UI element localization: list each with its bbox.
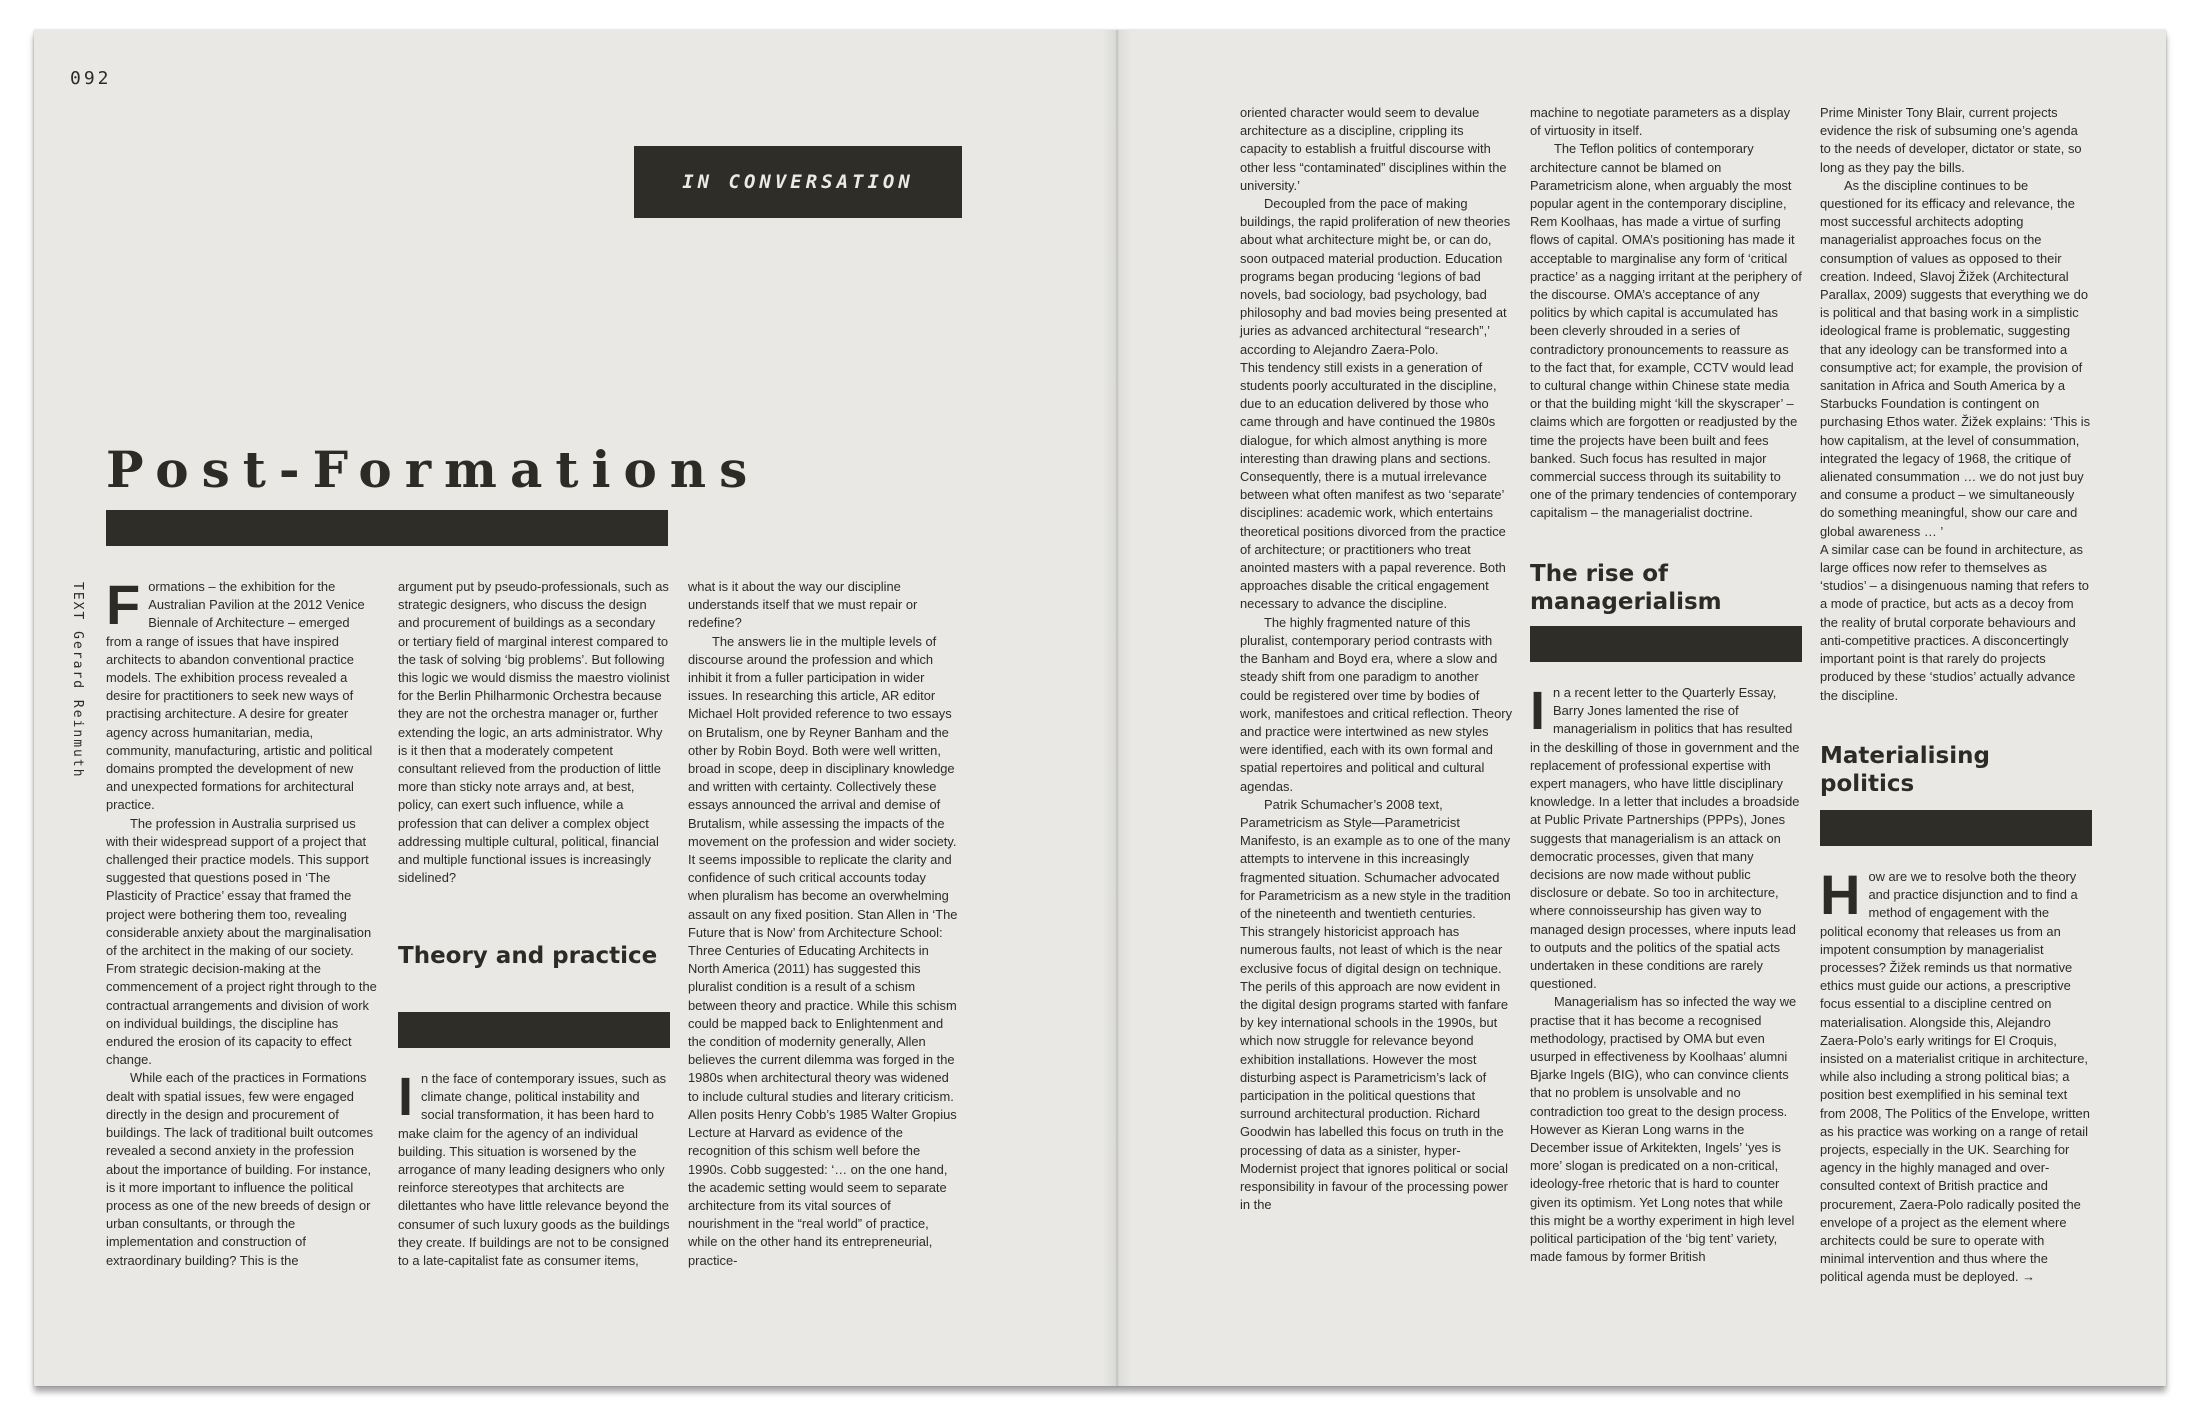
subheading-bar	[398, 1012, 670, 1048]
paragraph: The answers lie in the multiple levels of discourse around the profession and which inhibit it from a fuller participation in wider issues. In researching this article, AR editor Michael Holt provided reference to two essays on Brutalism, one by Reyner Banham and the other by Robin Boyd. Both were well written, broad in scope, deep in disciplinary knowledge and written with certainty. Collectively these essays announced the arrival and demise of Brutalism, while assessing the impacts of the movement on the profession and wider society. It seems impossible to replicate the clarity and confidence of such critical accounts today when pluralism has become an overwhelming assault on any fixed position. Stan Allen in ‘The Future that is Now’ from Architecture School: Three Centuries of Educating Architects in North America (2011) has suggested this pluralist condition is a result of a schism between theory and practice. While this schism could be mapped back to Enlightenment and the condition of modernity generally, Allen believes the current dilemma was forged in the 1980s when architectural theory was widened to include cultural studies and literary criticism. Allen posits Henry Cobb’s 1985 Walter Gropius Lecture at Harvard as evidence of the recognition of this schism well before the 1990s. Cobb suggested: ‘… on the one hand, the academic setting would seem to separate architecture from its vital sources of nourishment in the “real world” of practice, while on the other hand its entrepreneurial, practice-	[688, 633, 958, 1268]
drop-cap: F	[106, 573, 141, 636]
paragraph: Prime Minister Tony Blair, current projects evidence the risk of subsuming one’s agenda to the needs of developer, dictator or state, so long as they pay the bills.	[1820, 105, 2082, 175]
paragraph: what is it about the way our discipline understands itself that we must repair or redefine?	[688, 579, 918, 631]
paragraph: machine to negotiate parameters as a display of virtuosity in itself.	[1530, 105, 1791, 139]
text-column-5b	[1530, 681, 1802, 1267]
title-rule-bar	[106, 510, 668, 546]
paragraph: Decoupled from the pace of making buildings, the rapid proliferation of new theories about what architecture might be, or can do, soon outpaced material production. Education programs began producing ‘legions of bad novels, bad sociology, bad psychology, bad philosophy and bad movies being presented at juries as advanced architectural “research”,’ according to Alejandro Zaera-Polo.	[1240, 196, 1511, 357]
paragraph: n a recent letter to the Quarterly Essay, Barry Jones lamented the rise of managerialism in politics that has resulted in the deskilling of those in government and the replacement of professional expertise with expert managers, who have little disciplinary knowledge. In a letter that includes a broadside at Public Private Partnerships (PPPs), Jones suggests that managerialism is an attack on democratic processes, given that many decisions are now made without public disclosure or debate. So too in architecture, where connoisseurship has given way to managed design processes, where inputs lead to outputs and the politics of the spatial acts undertaken in these conditions are rarely questioned.	[1530, 685, 1800, 992]
paragraph: This tendency still exists in a generation of students poorly acculturated in the discipline, due to an education delivered by those who came through and have continued the 1980s dialogue, for which almost anything is more interesting than drawing plans and sections. Consequently, there is a mutual irrelevance between what often manifest as two ‘separate’ disciplines: academic work, which entertains theoretical positions divorced from the practice of architecture; or practitioners who treat anointed masters with a papal reverence. Both approaches disable the critical engagement necessary to advance the discipline.	[1240, 359, 1506, 612]
author-credit: TEXT Gerard Reinmuth	[70, 582, 85, 779]
paragraph: The profession in Australia surprised us with their widespread support of a project that challenged their practice models. This support suggested that questions posed in ‘The Plasticity of Practice’ essay that framed the project were bothering them too, revealing considerable anxiety about the marginalisation of the architect in the making of our society. From strategic decision-making at the commencement of a project right through to the contractual arrangements and division of work on individual buildings, the discipline has endured the erosion of its capacity to effect change.	[106, 815, 377, 1068]
paragraph: Patrik Schumacher’s 2008 text, Parametricism as Style—Parametricist Manifesto, is an example as to one of the many attempts to intervene in this increasingly fragmented situation. Schumacher advocated for Parametricism as a new style in the tradition of the nineteenth and twentieth centuries.	[1240, 796, 1511, 921]
paragraph: Managerialism has so infected the way we practise that it has become a recognised methodology, practised by OMA but even usurped in effectiveness by Koolhaas’ alumni Bjarke Ingels (BIG), who can convince clients that no problem is unsolvable and no contradiction too great to the design process. However as Kieran Long warns in the December issue of Arkitekten, Ingels’ ‘yes is more’ slogan is predicated on a non-critical, ideology-free rhetoric that is hard to counter given its optimism. Yet Long notes that while this might be a worthy experiment in high level political participation of the ‘big tent’ variety, made famous by former British	[1530, 994, 1797, 1265]
paragraph: As the discipline continues to be questioned for its efficacy and relevance, the most successful architects adopting managerialist approaches focus on the consumption of values as opposed to their creation. Indeed, Slavoj Žižek (Architectural Parallax, 2009) suggests that everything we do is political and that basing work in a simplistic ideological frame is problematic, suggesting that any ideology can be transformed into a consumptive act; for example, the provision of sanitation in Africa and South America by a Starbucks Foundation is contingent on purchasing Ethos water. Žižek explains: ‘This is how capitalism, at the level of consummation, integrated the legacy of 1968, the critique of alienated consummation … we do not just buy and consume a product – we simultaneously do something meaningful, show our care and global awareness … ’	[1820, 177, 2091, 539]
text-column-4	[1240, 104, 1512, 1214]
paragraph: argument put by pseudo-professionals, such as strategic designers, who discuss the design and procurement of buildings as a secondary or tertiary field of marginal interest compared to the task of solving ‘big problems’. But following this logic we would dismiss the maestro violinist for the Berlin Philharmonic Orchestra because they are not the orchestra manager or, further extending the logic, an arts administrator. Why is it then that a moderately competent consultant relieved from the production of little more than sticky note arrays and, at best, policy, can exert such influence, while a profession that can deliver a complex object addressing multiple cultural, political, financial and multiple functional issues is increasingly sidelined?	[398, 579, 670, 886]
subheading-bar	[1530, 626, 1802, 662]
text-column-2a	[398, 578, 670, 887]
magazine-spread	[34, 30, 2166, 1386]
subheading-materialising-politics: Materialising politics	[1820, 743, 1990, 797]
paragraph: n the face of contemporary issues, such as climate change, political instability and social transformation, it has been hard to make claim for the agency of an individual building. This situation is worsened by the arrogance of many leading designers who only reinforce stereotypes that architects are dilettantes who have little relevance beyond the consumer of such luxury goods as the buildings they create. If buildings are not to be consigned to a late-capitalist fate as consumer items,	[398, 1071, 670, 1269]
text-column-6a	[1820, 104, 2092, 705]
paragraph: oriented character would seem to devalue architecture as a discipline, crippling its capacity to establish a fruitful discourse with other less “contaminated” disciplines within the university.’	[1240, 105, 1507, 193]
subheading-bar	[1820, 810, 2092, 846]
text-column-2b	[398, 1067, 670, 1270]
paragraph: ormations – the exhibition for the Australian Pavilion at the 2012 Venice Biennale of Architecture – emerged from a range of issues that have inspired architects to abandon conventional practice models. The exhibition process revealed a desire for practitioners to seek new ways of practising architecture. A desire for greater agency across humanitarian, media, community, manufacturing, artistic and political domains prompted the development of new and unexpected formations for architectural practice.	[106, 579, 373, 813]
paragraph: This strangely historicist approach has numerous faults, not least of which is the near exclusive focus of digital design on technique. The perils of this approach are now evident in the digital design programs started with fanfare by key international schools in the 1990s, but which now struggle for relevance beyond exhibition installations. However the most disturbing aspect is Parametricism’s lack of participation in the political questions that surround architectural production. Richard Goodwin has labelled this focus on truth in the processing of data as a sinister, hyper-Modernist project that ignores political or social responsibility in favour of the processing power in the	[1240, 924, 1508, 1213]
drop-cap: I	[1530, 681, 1546, 741]
paragraph: ow are we to resolve both the theory and practice disjunction and to find a method of engagement with the political economy that releases us from an impotent consumption by managerialist processes? Žižek reminds us that normative ethics must guide our actions, a prescriptive focus essential to a discipline centred on materialisation. Alongside this, Alejandro Zaera-Polo’s early writings for El Croquis, insisted on a materialist critique in architecture, while also including a strong political bias; a position best exemplified in his seminal text from 2008, The Politics of the Envelope, written as his practice was working on a range of retail projects, especially in the UK. Searching for agency in the highly managed and over-consulted context of British practice and procurement, Zaera-Polo radically posited the envelope of a project as the element where architects could be sure to operate with minimal intervention and thus where the political agenda must be deployed. →	[1820, 869, 2090, 1285]
text-column-1	[106, 573, 378, 1270]
drop-cap: I	[398, 1067, 414, 1127]
paragraph: While each of the practices in Formations dealt with spatial issues, few were engaged directly in the design and procurement of buildings. The lack of traditional built outcomes revealed a second anxiety in the profession about the importance of building. For instance, is it more important to influence the political process as one of the new breeds of design or urban consultants, or through the implementation and construction of extraordinary building? This is the	[106, 1070, 374, 1268]
text-column-6b	[1820, 863, 2092, 1287]
text-column-3	[688, 578, 960, 1270]
subheading-theory-practice: Theory and practice	[398, 943, 658, 969]
paragraph: The highly fragmented nature of this pluralist, contemporary period contrasts with the Banham and Boyd era, where a slow and steady shift from one paradigm to another could be registered over time by bodies of work, manifestoes and critical reflection. Theory and practice were intertwined as new styles were identified, each with its own formal and spatial repertoires and political and cultural agendas.	[1240, 614, 1513, 794]
spread-gutter	[1102, 30, 1132, 1386]
subheading-managerialism: The rise of managerialism	[1530, 561, 1722, 615]
paragraph: The Teflon politics of contemporary architecture cannot be blamed on Parametricism alone, when arguably the most popular agent in the contemporary discipline, Rem Koolhaas, has made a virtue of surfing flows of capital. OMA’s positioning has made it acceptable to marginalise any form of ‘critical practice’ as a nagging irritant at the periphery of the discourse. OMA’s acceptance of any politics by which capital is accumulated has been cleverly shrouded in a series of contradictory pronouncements to reassure as to the fact that, for example, CCTV would lead to cultural change within Chinese state media or that the building might ‘kill the skyscraper’ – claims which are forgotten or readjusted by the time the projects have been built and fees banked. Such focus has resulted in major commercial success through its suitability to one of the primary tendencies of contemporary capitalism – the managerialist doctrine.	[1530, 141, 1802, 521]
section-label: IN CONVERSATION	[634, 146, 962, 218]
paragraph: A similar case can be found in architecture, as large offices now refer to themselves as ‘studios’ – a disingenuous naming that refers to a mode of practice, but acts as a decoy from the reality of brutal corporate behaviours and anti-competitive practices. A disconcertingly important point is that rarely do projects produced by these ‘studios’ actually advance the discipline.	[1820, 541, 2089, 703]
article-title: Post-Formations	[106, 440, 761, 499]
text-column-5a	[1530, 104, 1802, 523]
drop-cap: H	[1820, 863, 1861, 926]
page-number: 092	[70, 68, 112, 89]
